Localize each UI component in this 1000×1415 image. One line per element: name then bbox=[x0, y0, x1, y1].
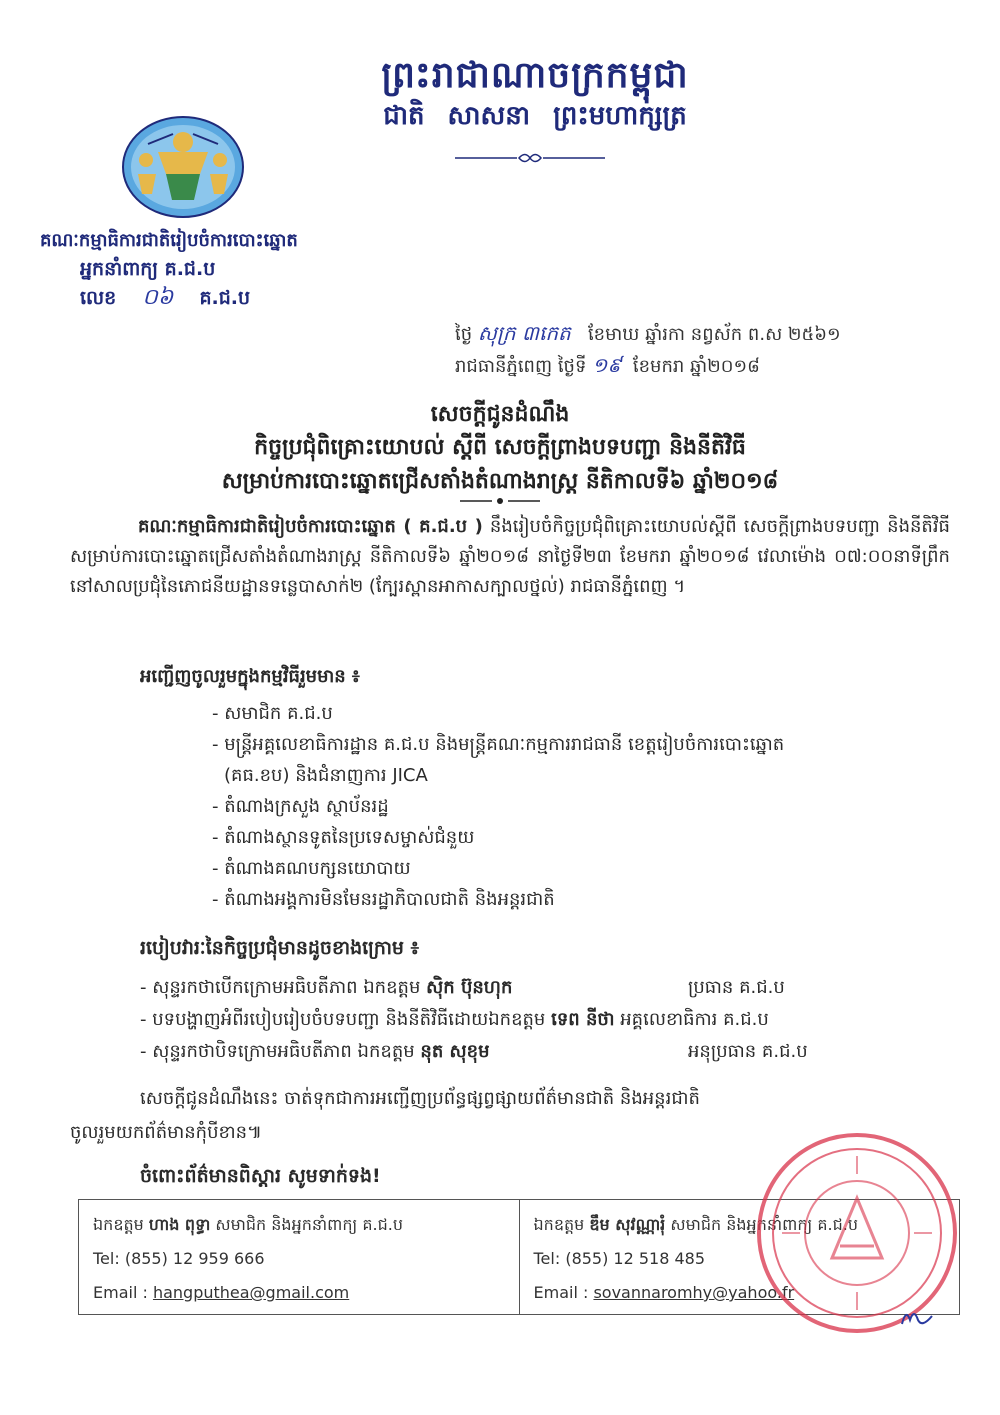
contact-role: សមាជិក និងអ្នកនាំពាក្យ គ.ជ.ប bbox=[670, 1215, 858, 1234]
closing-paragraph bbox=[70, 1082, 950, 1150]
agenda-text: - សុន្ទរកថាបើកក្រោមអធិបតីភាព ឯកឧត្តម bbox=[140, 977, 421, 998]
contact-email-line bbox=[534, 1276, 946, 1310]
kingdom-title: ព្រះរាជាណាចក្រកម្ពុជា bbox=[381, 54, 689, 96]
lunar-date-handwritten: សុក្រ ៣កេត bbox=[477, 321, 571, 345]
reference-suffix: គ.ជ.ប bbox=[199, 287, 251, 309]
reference-label: លេខ bbox=[80, 287, 117, 309]
kingdom-motto: ជាតិ សាសនា ព្រះមហាក្សត្រ bbox=[383, 101, 687, 131]
contact-email-label: Email : bbox=[93, 1283, 153, 1302]
list-item: - តំណាងក្រសួង ស្ថាប័នរដ្ឋ bbox=[212, 796, 389, 817]
agenda-person-name: នុត សុខុម bbox=[420, 1041, 490, 1062]
nec-emblem-icon bbox=[118, 112, 248, 222]
agenda-row bbox=[140, 972, 980, 1004]
contact-cell-hang-puthea bbox=[79, 1200, 519, 1314]
agenda-text: - សុន្ទរកថាបិទក្រោមអធិបតីភាព ឯកឧត្តម bbox=[140, 1041, 415, 1062]
list-item: - តំណាងអង្គការមិនមែនរដ្ឋាភិបាលជាតិ និងអន្តរជាតិ bbox=[212, 889, 555, 910]
attendee-list bbox=[212, 698, 972, 915]
solar-date bbox=[455, 352, 975, 382]
contact-prompt: ចំពោះព័ត៌មានពិស្តារ សូមទាក់ទង! bbox=[140, 1165, 381, 1187]
contact-role: សមាជិក និងអ្នកនាំពាក្យ គ.ជ.ប bbox=[215, 1215, 404, 1234]
agenda-person-name: ទេព នីថា bbox=[551, 1009, 615, 1030]
contact-email-link[interactable]: sovannaromhy@yahoo.fr bbox=[593, 1283, 795, 1302]
contact-cell-dim-sovannarom bbox=[519, 1200, 960, 1314]
agenda-row bbox=[140, 1036, 980, 1068]
contact-name-line bbox=[534, 1208, 946, 1242]
list-item: - មន្ត្រីអគ្គលេខាធិការដ្ឋាន គ.ជ.ប និងមន្ត្រីគណៈកម្មការរាជធានី ខេត្តរៀបចំការបោះឆ្នោត bbox=[212, 734, 785, 755]
contact-prefix: ឯកឧត្តម bbox=[533, 1215, 585, 1234]
reference-number: ០៦ bbox=[142, 285, 174, 310]
contact-email-link[interactable]: hangputhea@gmail.com bbox=[152, 1283, 350, 1302]
contact-name-line bbox=[93, 1208, 505, 1242]
closing-line2: ចូលរួមយកព័ត៌មានកុំបីខាន៕ bbox=[70, 1122, 263, 1143]
lunar-date-rest: ខែមាឃ ឆ្នាំរកា នព្វស័ក ព.ស ២៥៦១ bbox=[587, 324, 841, 345]
body-text: នឹងរៀបចំកិច្ចប្រជុំពិគ្រោះយោបល់ស្តីពី សេចក្តីព្រាងបទបញ្ជា និងនីតិវិធីសម្រាប់ការបោះឆ្នោតជ្រើសតាំងតំណាងរាស្ត្រ នីតិកាលទី៦ ឆ្នាំ២០១៨ នាថ្ងៃទី២៣ ខែមករា ឆ្នាំ២០១៨ វេលាម៉ោង ០៧:០០នាទីព្រឹក នៅសាលប្រជុំនៃភោជនីយដ្ឋានទន្លេបាសាក់២ (ក្បែរស្ពានអាកាសក្បាលថ្នល់) រាជធានីភ្នំពេញ ។ bbox=[70, 516, 950, 597]
lunar-date bbox=[455, 320, 975, 350]
contact-name: ហាង ពុទ្ធា bbox=[148, 1215, 211, 1234]
list-item: - សមាជិក គ.ជ.ប bbox=[212, 703, 333, 724]
solar-date-prefix: រាជធានីភ្នំពេញ ថ្ងៃទី bbox=[455, 356, 587, 377]
agenda-list bbox=[140, 972, 980, 1068]
agenda-person-role: អគ្គលេខាធិការ គ.ជ.ប bbox=[620, 1009, 769, 1030]
contact-email-line bbox=[93, 1276, 505, 1310]
closing-line1: សេចក្តីជូនដំណឹងនេះ ចាត់ទុកជាការអញ្ជើញប្រព័ន្ធផ្សព្វផ្សាយព័ត៌មានជាតិ និងអន្តរជាតិ bbox=[140, 1088, 700, 1109]
solar-date-day: ១៩ bbox=[592, 353, 622, 377]
agenda-person-name: ស៊ិក ប៊ុនហុក bbox=[426, 977, 513, 998]
contact-phone: Tel: (855) 12 959 666 bbox=[93, 1249, 265, 1268]
notice-title-line2: កិច្ចប្រជុំពិគ្រោះយោបល់ ស្តីពី សេចក្តីព្រាងបទបញ្ជា និងនីតិវិធី bbox=[254, 434, 746, 460]
contact-prefix: ឯកឧត្តម bbox=[93, 1215, 144, 1234]
contact-phone: Tel: (855) 12 518 485 bbox=[533, 1249, 706, 1268]
list-item-continuation: (គធ.ខប) និងជំនាញការ JICA bbox=[224, 765, 428, 786]
agenda-text: - បទបង្ហាញអំពីរបៀបរៀបចំបទបញ្ជា និងនីតិវិធីដោយឯកឧត្តម bbox=[140, 1009, 546, 1030]
body-paragraph bbox=[70, 512, 950, 602]
body-lead: គណៈកម្មាធិការជាតិរៀបចំការបោះឆ្នោត ( គ.ជ.ប ) bbox=[138, 516, 483, 537]
contact-name: ឌឹម សុវណ្ណារុំ bbox=[589, 1215, 666, 1234]
title-ornament-icon bbox=[460, 496, 540, 506]
signature-icon bbox=[898, 1302, 938, 1332]
org-name: គណៈកម្មាធិការជាតិរៀបចំការបោះឆ្នោត bbox=[40, 230, 298, 251]
agenda-person-role: អនុប្រធាន គ.ជ.ប bbox=[688, 1041, 808, 1062]
notice-title-line3: សម្រាប់ការបោះឆ្នោតជ្រើសតាំងតំណាងរាស្ត្រ នីតិកាលទី៦ ឆ្នាំ២០១៨ bbox=[221, 468, 779, 494]
notice-title bbox=[100, 398, 900, 498]
contact-email-label: Email : bbox=[533, 1283, 594, 1302]
solar-date-rest: ខែមករា ឆ្នាំ២០១៨ bbox=[632, 356, 760, 377]
org-block bbox=[40, 228, 380, 312]
invite-heading: អញ្ជើញចូលរួមក្នុងកម្មវិធីរួមមាន ៖ bbox=[140, 666, 360, 687]
spokesperson-label: អ្នកនាំពាក្យ គ.ជ.ប bbox=[80, 258, 216, 280]
header-ornament-icon bbox=[455, 150, 605, 166]
agenda-person-role: ប្រធាន គ.ជ.ប bbox=[688, 977, 785, 998]
notice-title-line1: សេចក្តីជូនដំណឹង bbox=[430, 401, 570, 427]
contact-table bbox=[78, 1199, 960, 1315]
reference-line bbox=[40, 284, 380, 312]
agenda-heading: របៀបវារៈនៃកិច្ចប្រជុំមានដូចខាងក្រោម ៖ bbox=[140, 937, 419, 959]
lunar-date-prefix: ថ្ងៃ bbox=[455, 324, 473, 345]
list-item: - តំណាងគណបក្សនយោបាយ bbox=[212, 858, 411, 879]
list-item: - តំណាងស្ថានទូតនៃប្រទេសម្ចាស់ជំនួយ bbox=[212, 827, 475, 848]
kingdom-header bbox=[370, 52, 700, 134]
agenda-row bbox=[140, 1004, 980, 1036]
